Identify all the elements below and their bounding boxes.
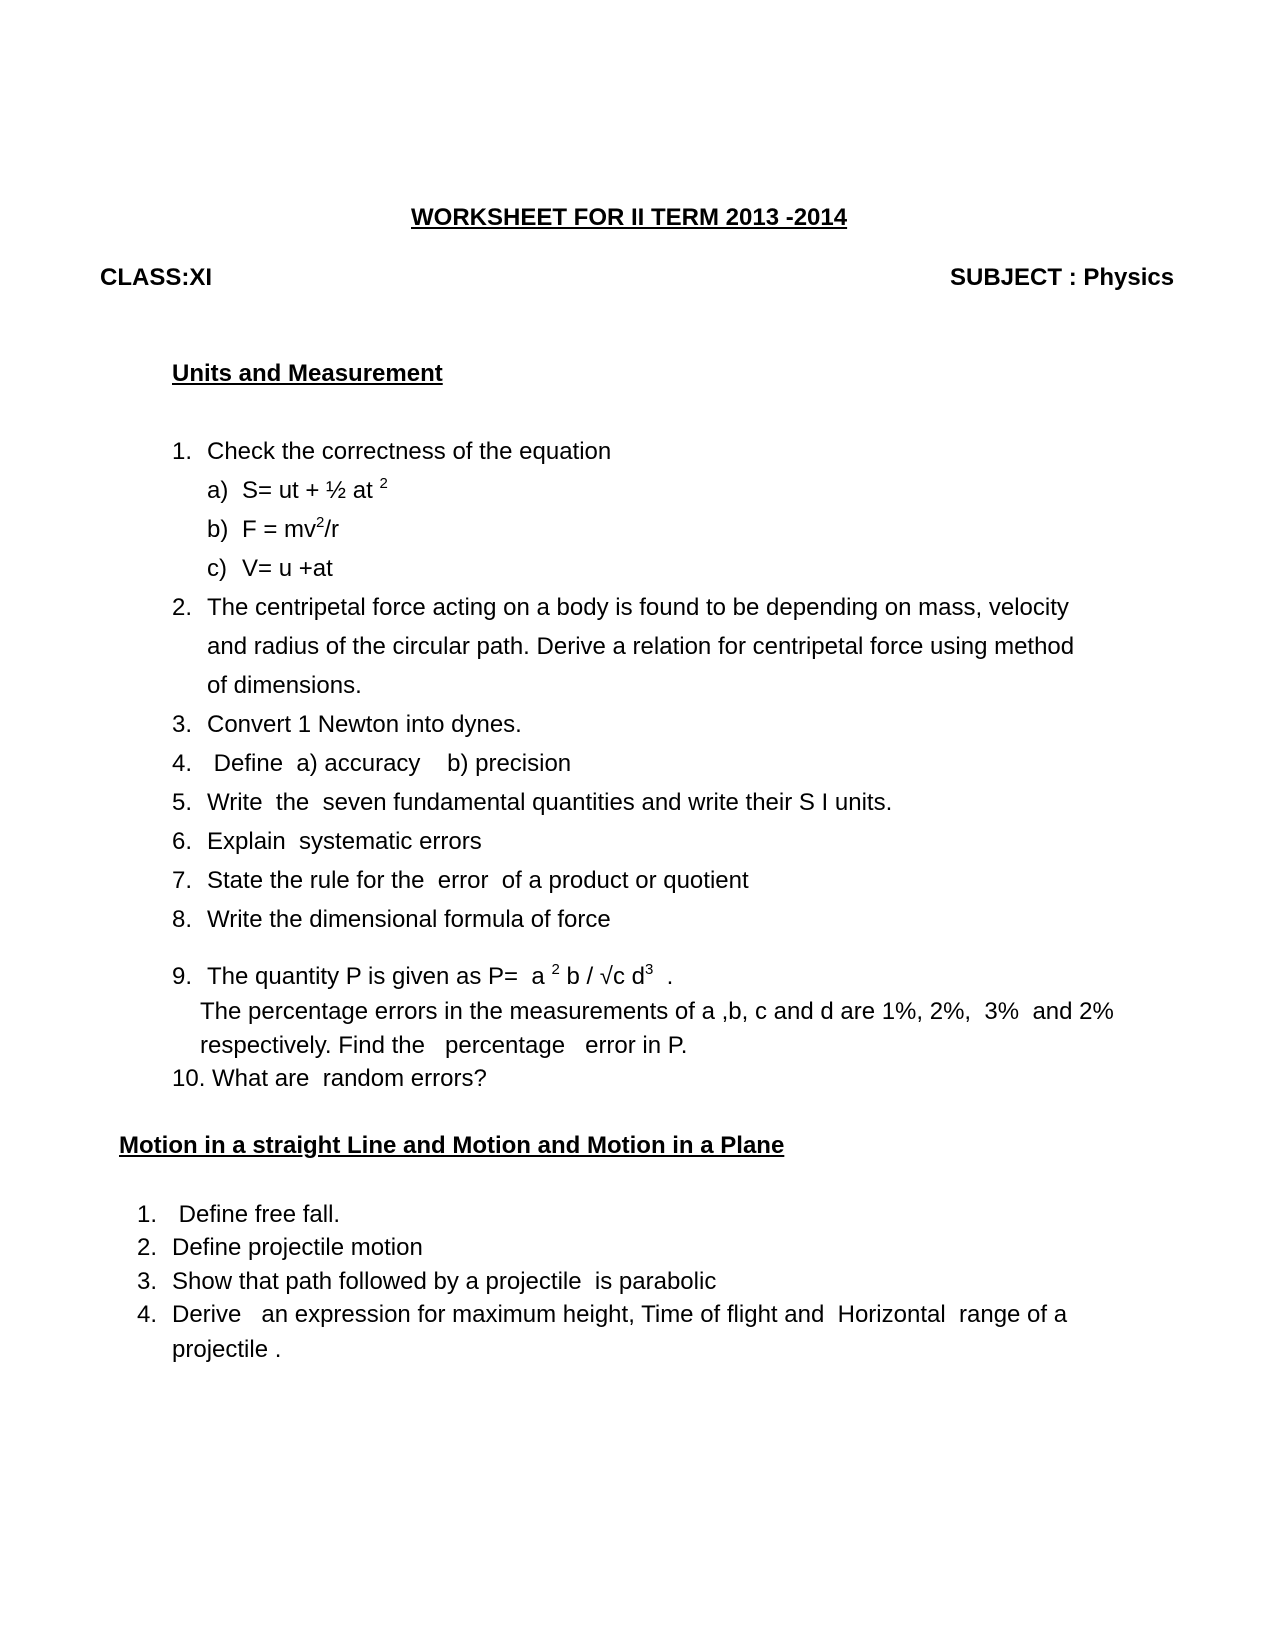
question-number: 8. bbox=[172, 906, 193, 933]
subquestion-label: c) bbox=[207, 555, 227, 582]
question-9 bbox=[172, 961, 674, 991]
section-heading-motion: Motion in a straight Line and Motion and Motion in a Plane bbox=[119, 1132, 785, 1159]
question-text: State the rule for the error of a product or quotient bbox=[207, 867, 749, 894]
question-text-line: The centripetal force acting on a body is found to be depending on mass, velocity bbox=[207, 594, 1069, 621]
item-number: 4. bbox=[137, 1301, 158, 1328]
page-title: WORKSHEET FOR II TERM 2013 -2014 bbox=[411, 204, 848, 231]
item-text: Define projectile motion bbox=[172, 1234, 423, 1261]
question-number: 9. bbox=[172, 963, 193, 990]
question-text-line: respectively. Find the percentage error in P. bbox=[200, 1032, 688, 1059]
list-item bbox=[137, 1268, 717, 1296]
equation: V= u +at bbox=[242, 555, 333, 582]
equation: $F = mv^2/r$ bbox=[242, 514, 340, 543]
question-10: 10. What are random errors? bbox=[172, 1065, 487, 1092]
subquestion-a bbox=[207, 475, 388, 505]
question-3 bbox=[172, 711, 522, 739]
question-text: Define a) accuracy b) precision bbox=[207, 750, 572, 777]
subquestion-label: a) bbox=[207, 477, 229, 504]
question-2 bbox=[172, 594, 1075, 699]
item-text: Define free fall. bbox=[172, 1201, 341, 1228]
question-text: Check the correctness of the equation bbox=[207, 438, 612, 465]
subquestion-label: b) bbox=[207, 516, 229, 543]
question-text-line: The percentage errors in the measurements of a ,b, c and d are 1%, 2%, 3% and 2% bbox=[200, 998, 1114, 1025]
question-6 bbox=[172, 828, 482, 856]
list-item bbox=[137, 1301, 1068, 1329]
question-number: 1. bbox=[172, 438, 193, 465]
question-7 bbox=[172, 867, 749, 895]
question-text-line: of dimensions. bbox=[207, 672, 362, 699]
question-text-line: and radius of the circular path. Derive a relation for centripetal force using method bbox=[207, 633, 1075, 660]
item-text-continuation: projectile . bbox=[172, 1336, 282, 1363]
question-1 bbox=[172, 438, 612, 466]
question-number: 6. bbox=[172, 828, 193, 855]
subquestion-b bbox=[207, 514, 340, 544]
item-number: 2. bbox=[137, 1234, 158, 1261]
class-label: CLASS:XI bbox=[100, 264, 213, 291]
item-text: Derive an expression for maximum height, Time of flight and Horizontal range of a bbox=[172, 1301, 1068, 1328]
question-text: Write the seven fundamental quantities and write their S I units. bbox=[207, 789, 893, 816]
list-item bbox=[137, 1201, 341, 1229]
question-number: 7. bbox=[172, 867, 193, 894]
equation: S= ut + ½ at $^2$ bbox=[242, 475, 388, 504]
subquestion-c bbox=[207, 555, 333, 583]
question-number: 2. bbox=[172, 594, 193, 621]
question-text: Write the dimensional formula of force bbox=[207, 906, 611, 933]
item-number: 1. bbox=[137, 1201, 158, 1228]
question-text: Convert 1 Newton into dynes. bbox=[207, 711, 522, 738]
item-text: Show that path followed by a projectile is parabolic bbox=[172, 1268, 717, 1295]
list-item bbox=[137, 1234, 423, 1262]
question-text: Explain systematic errors bbox=[207, 828, 482, 855]
item-number: 3. bbox=[137, 1268, 158, 1295]
section-heading-units: Units and Measurement bbox=[172, 360, 443, 387]
question-5 bbox=[172, 789, 893, 817]
question-number: 3. bbox=[172, 711, 193, 738]
question-8 bbox=[172, 906, 611, 934]
question-4 bbox=[172, 750, 572, 778]
subject-label: SUBJECT : Physics bbox=[950, 264, 1175, 291]
question-number: 5. bbox=[172, 789, 193, 816]
question-number: 4. bbox=[172, 750, 193, 777]
question-formula: The quantity P is given as P= a $^2$ b / √c $d^3$ . bbox=[207, 961, 674, 990]
